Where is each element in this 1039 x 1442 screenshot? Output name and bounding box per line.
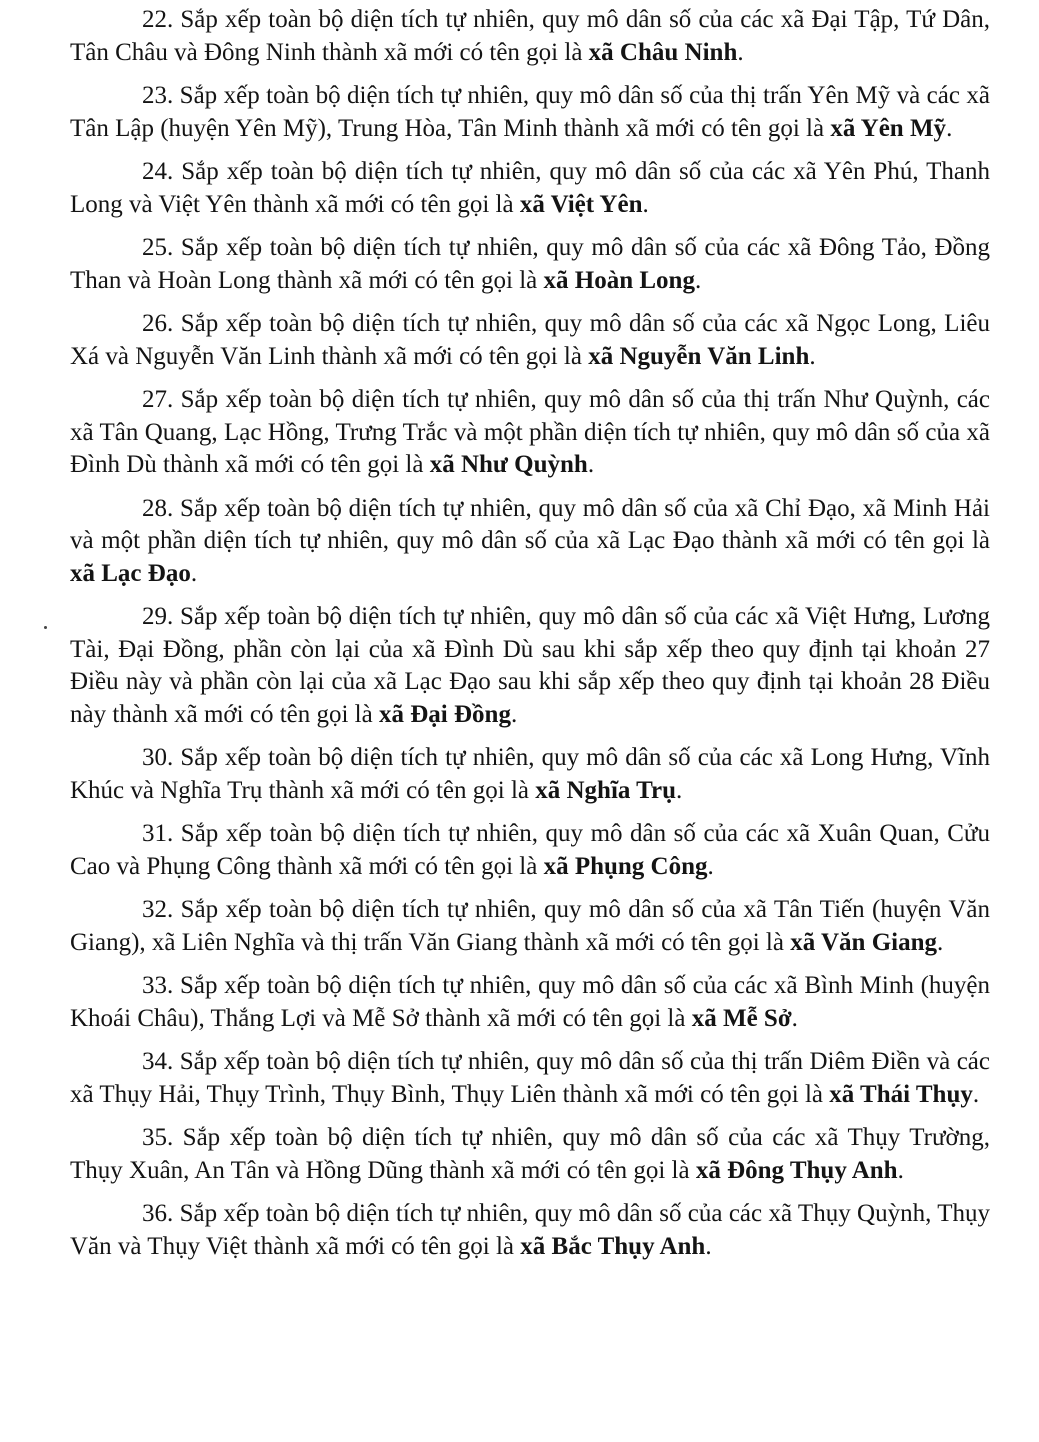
clause-23 (70, 80, 990, 145)
clause-end: . (676, 776, 683, 804)
new-commune-name: xã Đông Thụy Anh (695, 1156, 898, 1184)
clause-text: 34. Sắp xếp toàn bộ diện tích tự nhiên, quy mô dân số của thị trấn Diêm Điền và các xã Thụy Hải, Thụy Trình, Thụy Bình, Thụy Liên thành xã mới có tên gọi là (70, 1048, 990, 1108)
document-page (70, 4, 990, 1274)
clause-end: . (587, 451, 595, 478)
clause-end: . (694, 266, 702, 294)
clause-text: 33. Sắp xếp toàn bộ diện tích tự nhiên, quy mô dân số của các xã Bình Minh (huyện Khoái Châu), Thắng Lợi và Mễ Sở thành xã mới có tên gọi là (70, 972, 990, 1032)
new-commune-name: xã Yên Mỹ (830, 114, 947, 142)
clause-text: 26. Sắp xếp toàn bộ diện tích tự nhiên, quy mô dân số của các xã Ngọc Long, Liêu Xá và Nguyễn Văn Linh thành xã mới có tên gọi là (70, 310, 990, 370)
new-commune-name: xã Châu Ninh (588, 38, 738, 66)
new-commune-name: xã Việt Yên (519, 190, 643, 218)
clause-text: 27. Sắp xếp toàn bộ diện tích tự nhiên, quy mô dân số của thị trấn Như Quỳnh, các xã Tân Quang, Lạc Hồng, Trưng Trắc và một phần diện tích tự nhiên, quy mô dân số của xã Đình Dù thành xã mới có tên gọi là (70, 386, 990, 478)
clause-36 (70, 1198, 990, 1263)
clause-26 (70, 308, 990, 373)
clause-text: 24. Sắp xếp toàn bộ diện tích tự nhiên, quy mô dân số của các xã Yên Phú, Thanh Long và Việt Yên thành xã mới có tên gọi là (70, 158, 990, 218)
new-commune-name: xã Phụng Công (543, 852, 708, 880)
clause-text: 25. Sắp xếp toàn bộ diện tích tự nhiên, quy mô dân số của các xã Đông Tảo, Đồng Than và Hoàn Long thành xã mới có tên gọi là (70, 234, 990, 294)
clause-31 (70, 818, 990, 883)
clause-text: 28. Sắp xếp toàn bộ diện tích tự nhiên, quy mô dân số của xã Chỉ Đạo, xã Minh Hải và một phần diện tích tự nhiên, quy mô dân số của xã Lạc Đạo thành xã mới có tên gọi là (70, 494, 990, 554)
new-commune-name: xã Nghĩa Trụ (535, 776, 677, 804)
clause-text: 32. Sắp xếp toàn bộ diện tích tự nhiên, quy mô dân số của xã Tân Tiến (huyện Văn Giang), xã Liên Nghĩa và thị trấn Văn Giang thành xã mới có tên gọi là (70, 896, 990, 956)
new-commune-name: xã Đại Đồng (378, 700, 511, 728)
clause-24 (70, 156, 990, 221)
clause-end: . (972, 1080, 980, 1108)
clause-22 (70, 4, 990, 69)
new-commune-name: xã Như Quỳnh (429, 451, 588, 478)
new-commune-name: xã Bắc Thụy Anh (520, 1232, 706, 1260)
new-commune-name: xã Thái Thụy (829, 1080, 973, 1108)
clause-end: . (809, 342, 816, 370)
clause-end: . (707, 852, 714, 880)
new-commune-name: xã Nguyễn Văn Linh (588, 342, 810, 370)
clause-text: 23. Sắp xếp toàn bộ diện tích tự nhiên, quy mô dân số của thị trấn Yên Mỹ và các xã Tân Lập (huyện Yên Mỹ), Trung Hòa, Tân Minh thành xã mới có tên gọi là (70, 82, 990, 142)
clause-text: 29. Sắp xếp toàn bộ diện tích tự nhiên, quy mô dân số của các xã Việt Hưng, Lương Tài, Đại Đồng, phần còn lại của xã Đình Dù sau khi sắp xếp theo quy định tại khoản 27 Điều này và phần còn lại của xã Lạc Đạo sau khi sắp xếp theo quy định tại khoản 28 Điều này thành xã mới có tên gọi là (70, 603, 990, 728)
clause-text: 30. Sắp xếp toàn bộ diện tích tự nhiên, quy mô dân số của các xã Long Hưng, Vĩnh Khúc và Nghĩa Trụ thành xã mới có tên gọi là (70, 744, 990, 804)
new-commune-name: xã Hoàn Long (543, 266, 695, 294)
clause-30 (70, 742, 990, 807)
clause-32 (70, 894, 990, 959)
clause-28 (70, 493, 990, 591)
clause-29 (70, 601, 990, 731)
clause-end: . (705, 1232, 712, 1260)
clause-27 (70, 384, 990, 482)
clause-33 (70, 970, 990, 1035)
clause-end: . (190, 559, 198, 587)
scan-speck (44, 626, 47, 629)
clause-text: 22. Sắp xếp toàn bộ diện tích tự nhiên, quy mô dân số của các xã Đại Tập, Tứ Dân, Tân Châu và Đông Ninh thành xã mới có tên gọi là (70, 6, 990, 66)
clause-end: . (510, 700, 518, 728)
clause-end: . (946, 114, 953, 142)
clause-end: . (791, 1004, 798, 1032)
clause-end: . (937, 928, 944, 956)
clause-end: . (642, 190, 649, 218)
clause-end: . (737, 38, 744, 66)
new-commune-name: xã Lạc Đạo (70, 559, 191, 587)
clause-text: 31. Sắp xếp toàn bộ diện tích tự nhiên, quy mô dân số của các xã Xuân Quan, Cửu Cao và Phụng Công thành xã mới có tên gọi là (70, 820, 990, 880)
clause-34 (70, 1046, 990, 1111)
new-commune-name: xã Văn Giang (790, 928, 938, 956)
clause-35 (70, 1122, 990, 1187)
clause-end: . (897, 1156, 904, 1184)
clause-25 (70, 232, 990, 297)
new-commune-name: xã Mễ Sở (691, 1004, 792, 1032)
clause-text: 36. Sắp xếp toàn bộ diện tích tự nhiên, quy mô dân số của các xã Thụy Quỳnh, Thụy Văn và Thụy Việt thành xã mới có tên gọi là (70, 1200, 990, 1260)
clause-text: 35. Sắp xếp toàn bộ diện tích tự nhiên, quy mô dân số của các xã Thụy Trường, Thụy Xuân, An Tân và Hồng Dũng thành xã mới có tên gọi là (70, 1124, 990, 1184)
